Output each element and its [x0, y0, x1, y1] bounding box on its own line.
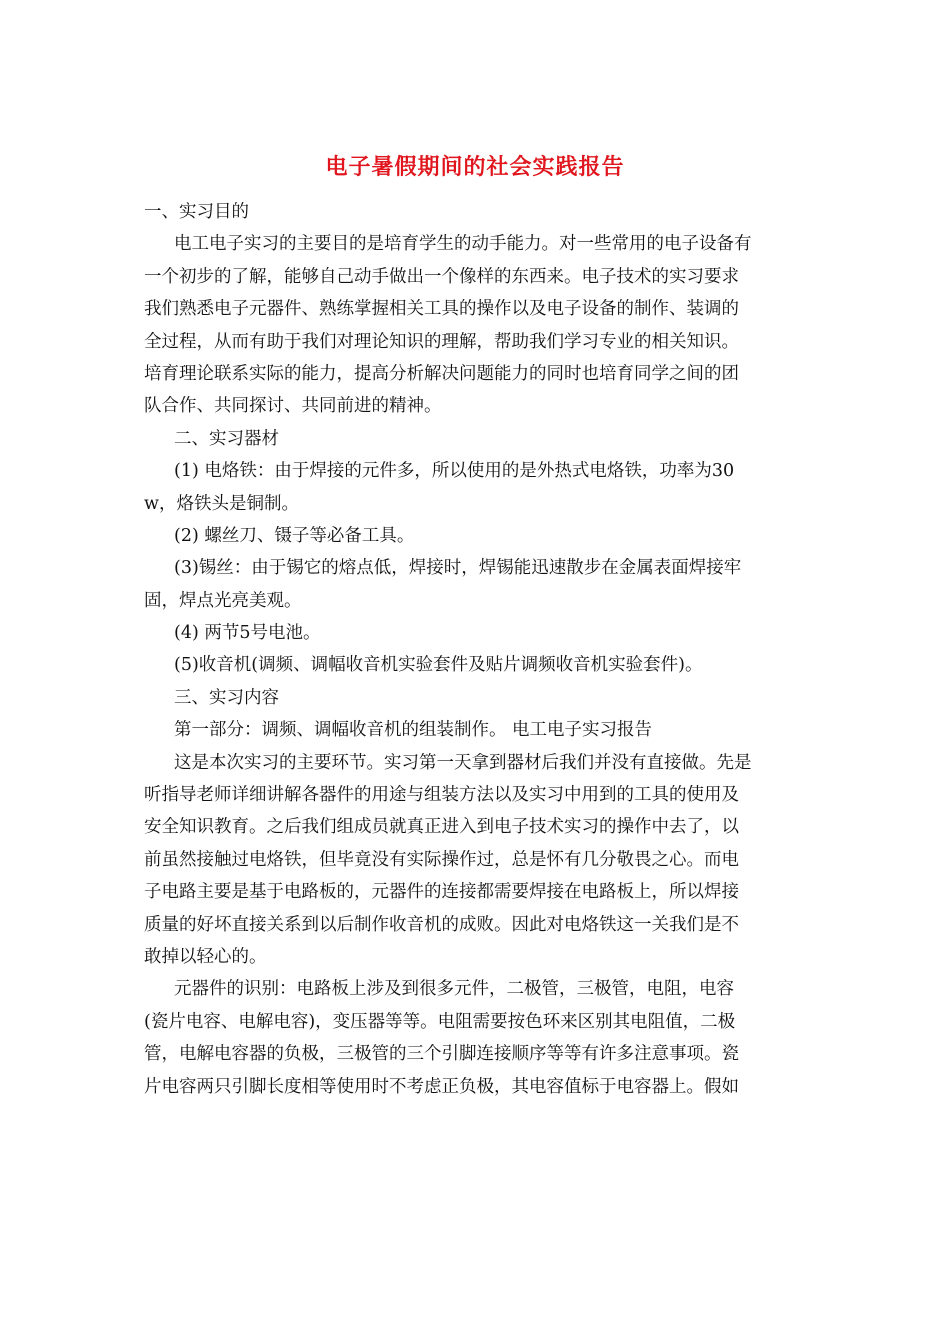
body-text-line: 一、实习目的: [144, 202, 249, 222]
body-text-line: 元器件的识别：电路板上涉及到很多元件，二极管，三极管，电阻，电容: [174, 979, 734, 1000]
body-text-line: w，烙铁头是铜制。: [144, 493, 299, 514]
body-text-line: 第一部分：调频、调幅收音机的组装制作。 电工电子实习报告: [174, 720, 653, 741]
body-text-line: 敢掉以轻心的。: [144, 946, 267, 967]
body-text-line: 我们熟悉电子元器件、熟练掌握相关工具的操作以及电子设备的制作、装调的: [144, 299, 739, 320]
body-text-line: 前虽然接触过电烙铁，但毕竟没有实际操作过，总是怀有几分敬畏之心。而电: [144, 849, 739, 870]
body-text-line: 固，焊点光亮美观。: [144, 590, 302, 611]
body-text-line: 听指导老师详细讲解各器件的用途与组装方法以及实习中用到的工具的使用及: [144, 785, 739, 806]
body-text-line: 安全知识教育。之后我们组成员就真正进入到电子技术实习的操作中去了，以: [144, 817, 739, 838]
body-text-line: (5)收音机(调频、调幅收音机实验套件及贴片调频收音机实验套件)。: [174, 655, 703, 676]
body-text-line: (瓷片电容、电解电容)，变压器等等。电阻需要按色环来区别其电阻值，二极: [144, 1011, 736, 1032]
document-title: 电子暑假期间的社会实践报告: [325, 154, 625, 180]
body-text-line: 管，电解电容器的负极，三极管的三个引脚连接顺序等等有许多注意事项。瓷: [144, 1044, 739, 1065]
body-text-line: 三、实习内容: [174, 687, 279, 708]
body-text-line: 电工电子实习的主要目的是培育学生的动手能力。对一些常用的电子设备有: [174, 234, 752, 255]
body-text-line: 队合作、共同探讨、共同前进的精神。: [144, 396, 442, 417]
body-text-line: 质量的好坏直接关系到以后制作收音机的成败。因此对电烙铁这一关我们是不: [144, 914, 739, 935]
body-text-line: (4) 两节5号电池。: [174, 623, 321, 644]
body-text-line: 一个初步的了解，能够自己动手做出一个像样的东西来。电子技术的实习要求: [144, 266, 739, 287]
body-text-line: 子电路主要是基于电路板的，元器件的连接都需要焊接在电路板上，所以焊接: [144, 882, 739, 903]
body-text-line: 培育理论联系实际的能力，提高分析解决问题能力的同时也培育同学之间的团: [144, 363, 739, 384]
body-text-line: 这是本次实习的主要环节。实习第一天拿到器材后我们并没有直接做。先是: [174, 752, 752, 773]
document-body: [144, 196, 812, 1103]
body-text-line: (3)锡丝：由于锡它的熔点低，焊接时，焊锡能迅速散步在金属表面焊接牢: [174, 558, 742, 579]
body-text-line: (1) 电烙铁：由于焊接的元件多，所以使用的是外热式电烙铁，功率为30: [174, 461, 735, 482]
body-text-line: (2) 螺丝刀、镊子等必备工具。: [174, 525, 415, 546]
body-text-line: 片电容两只引脚长度相等使用时不考虑正负极，其电容值标于电容器上。假如: [144, 1076, 739, 1097]
body-text-line: 全过程，从而有助于我们对理论知识的理解，帮助我们学习专业的相关知识。: [144, 331, 739, 352]
body-text-line: 二、实习器材: [174, 428, 279, 449]
